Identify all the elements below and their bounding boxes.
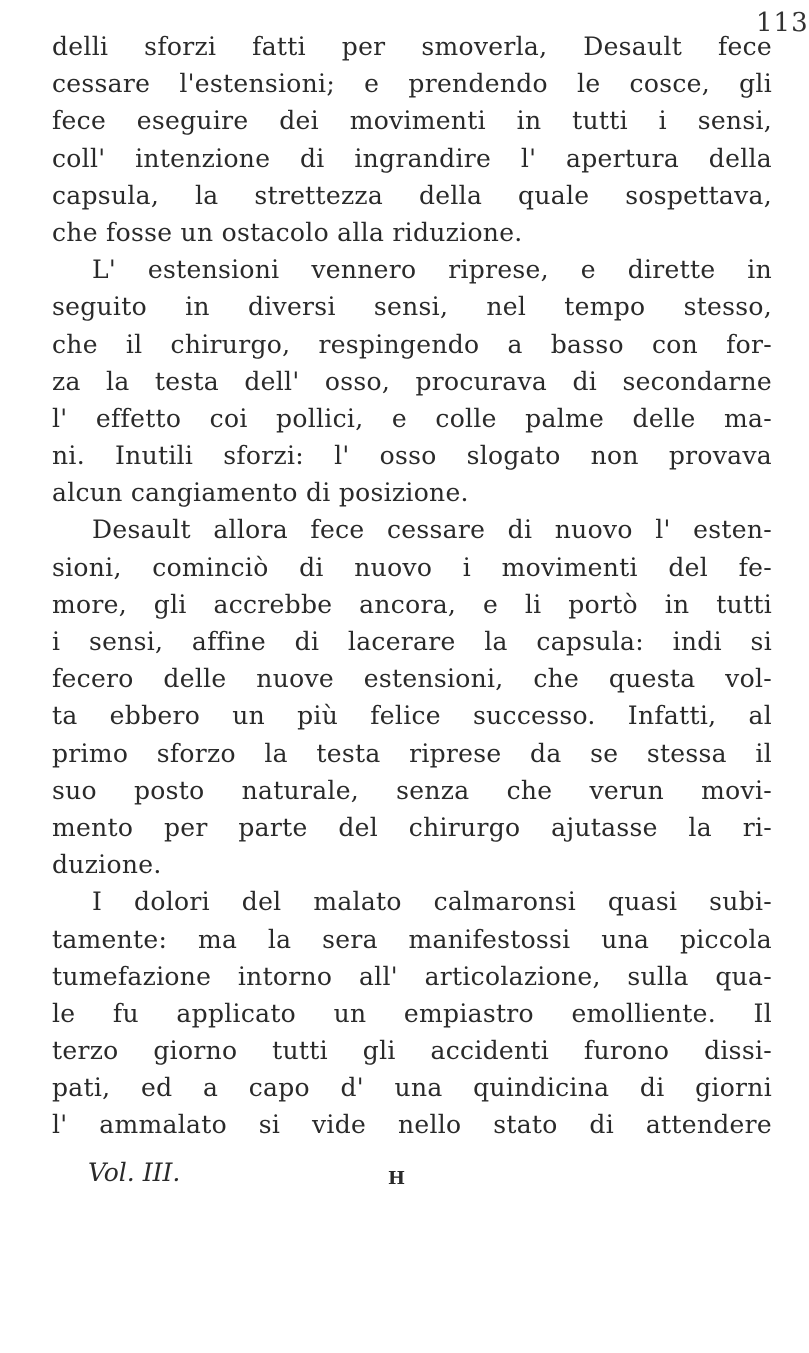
text-line: ni. Inutili sforzi: l' osso slogato non provava: [52, 441, 772, 471]
text-line: che il chirurgo, respingendo a basso con for-: [52, 329, 772, 359]
text-line: terzo giorno tutti gli accidenti furono dissi-: [52, 1036, 772, 1066]
text-line: fece eseguire dei movimenti in tutti i sensi,: [52, 106, 772, 136]
text-line: more, gli accrebbe ancora, e li portò in tutti: [52, 589, 772, 619]
text-line: capsula, la strettezza della quale sospettava,: [52, 180, 772, 210]
page-number: 113: [756, 8, 809, 38]
text-line: pati, ed a capo d' una quindicina di giorni: [52, 1073, 772, 1103]
text-line: i sensi, affine di lacerare la capsula: indi si: [52, 627, 772, 656]
text-line: Desault allora fece cessare di nuovo l' esten-: [92, 515, 772, 545]
text-line: duzione.: [52, 850, 162, 880]
signature-mark: H: [388, 1168, 406, 1189]
text-line: coll' intenzione di ingrandire l' apertura della: [52, 143, 772, 173]
text-line: le fu applicato un empiastro emolliente. Il: [52, 998, 772, 1028]
text-line: za la testa dell' osso, procurava di secondarne: [52, 366, 772, 396]
text-line: che fosse un ostacolo alla riduzione.: [52, 217, 523, 247]
volume-label: Vol. III.: [88, 1158, 181, 1187]
text-line: tumefazione intorno all' articolazione, sulla qua-: [52, 961, 772, 991]
text-line: alcun cangiamento di posizione.: [52, 478, 469, 508]
text-line: fecero delle nuove estensioni, che questa vol-: [52, 664, 772, 694]
text-line: L' estensioni vennero riprese, e dirette in: [92, 255, 772, 285]
text-line: seguito in diversi sensi, nel tempo stesso,: [52, 292, 772, 322]
text-line: ta ebbero un più felice successo. Infatti, al: [52, 701, 772, 731]
text-line: suo posto naturale, senza che verun movi-: [52, 775, 772, 805]
text-line: primo sforzo la testa riprese da se stessa il: [52, 738, 772, 768]
text-line: delli sforzi fatti per smoverla, Desault fece: [52, 32, 772, 61]
text-line: tamente: ma la sera manifestossi una piccola: [52, 924, 772, 954]
page-footer: [88, 1158, 748, 1198]
text-line: l' ammalato si vide nello stato di attendere: [52, 1110, 772, 1140]
text-line: mento per parte del chirurgo ajutasse la ri-: [52, 812, 772, 842]
body-text: [52, 28, 772, 1144]
text-line: I dolori del malato calmaronsi quasi subi-: [92, 887, 772, 917]
text-line: cessare l'estensioni; e prendendo le cosce, gli: [52, 69, 772, 99]
text-line: sioni, cominciò di nuovo i movimenti del fe-: [52, 552, 772, 582]
text-line: l' effetto coi pollici, e colle palme delle ma-: [52, 403, 772, 433]
